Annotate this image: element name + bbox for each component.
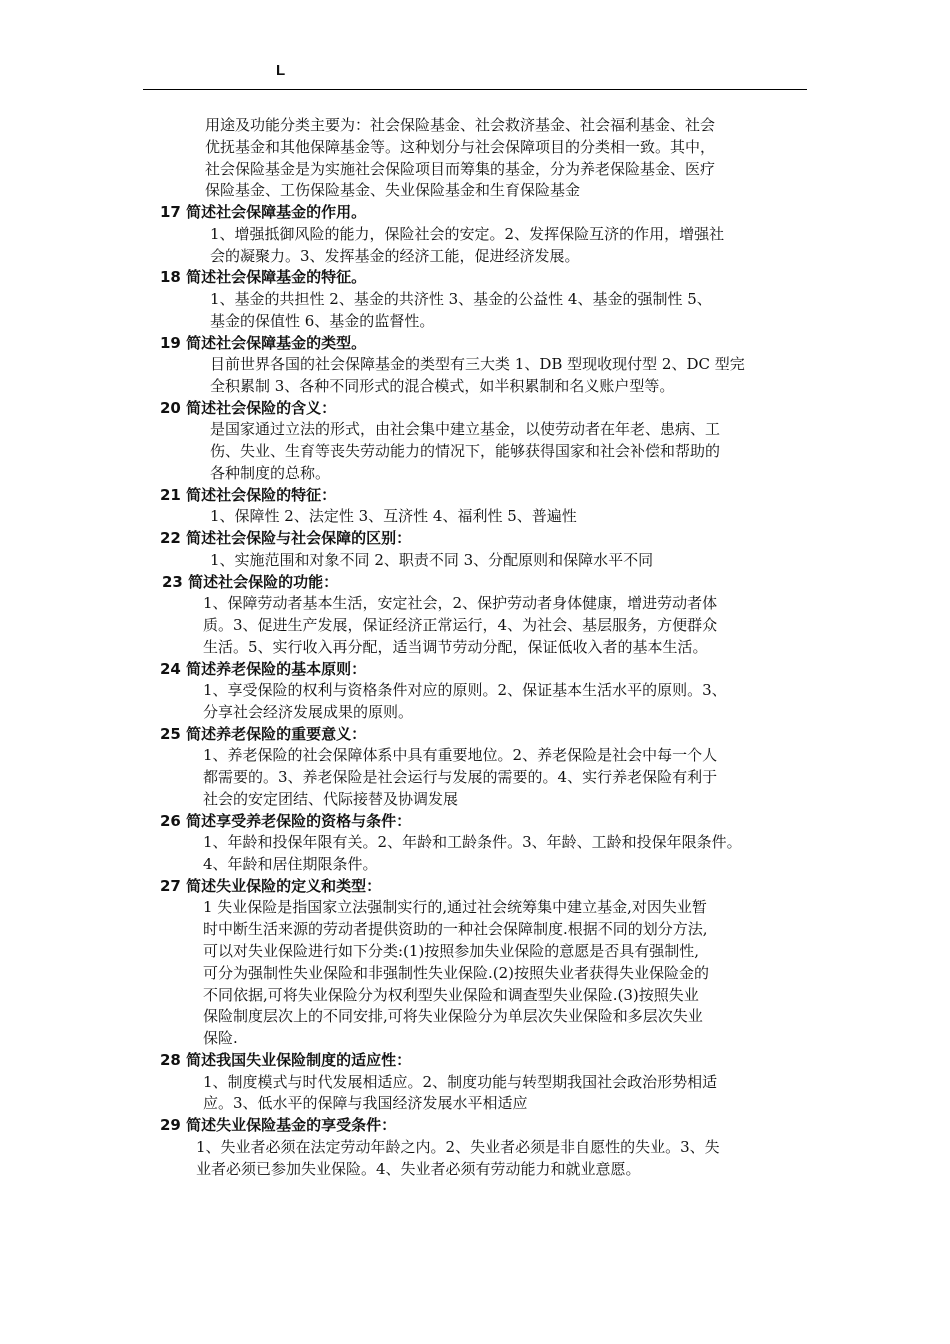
- answer-paragraph: [0, 289, 950, 333]
- answer-line: 伤、失业、生育等丧失劳动能力的情况下，能够获得国家和社会补偿和帮助的: [210, 442, 721, 461]
- document-body: [0, 115, 950, 1180]
- answer-line: 分享社会经济发展成果的原则。: [203, 702, 414, 721]
- question-heading: 19 简述社会保障基金的类型。: [160, 333, 367, 352]
- answer-paragraph: [0, 1137, 950, 1181]
- answer-line: 1、失业者必须在法定劳动年龄之内。2、失业者必须是非自愿性的失业。3、失: [196, 1137, 720, 1156]
- question-heading: 26 简述享受养老保险的资格与条件：: [160, 811, 412, 830]
- answer-line: 1、实施范围和对象不同 2、职责不同 3、分配原则和保障水平不同: [210, 550, 654, 569]
- answer-line: 可分为强制性失业保险和非强制性失业保险.(2)按照失业者获得失业保险金的: [203, 963, 710, 982]
- answer-line: 4、年龄和居住期限条件。: [203, 855, 378, 874]
- answer-paragraph: [0, 593, 950, 658]
- intro-paragraph: [0, 115, 950, 202]
- answer-paragraph: [0, 832, 950, 876]
- answer-paragraph: [0, 224, 950, 268]
- answer-line: 1、保障性 2、法定性 3、互济性 4、福利性 5、普遍性: [210, 507, 577, 526]
- answer-line: 是国家通过立法的形式，由社会集中建立基金，以使劳动者在年老、患病、工: [210, 420, 721, 439]
- answer-line: 1、享受保险的权利与资格条件对应的原则。2、保证基本生活水平的原则。3、: [203, 681, 727, 700]
- answer-line: 保险.: [203, 1029, 238, 1048]
- answer-paragraph: [0, 1072, 950, 1116]
- question-heading: 27 简述失业保险的定义和类型：: [160, 876, 382, 895]
- intro-line: 用途及功能分类主要为：社会保险基金、社会救济基金、社会福利基金、社会: [205, 116, 716, 134]
- answer-line: 1、制度模式与时代发展相适应。2、制度功能与转型期我国社会政治形势相适: [203, 1072, 718, 1091]
- answer-paragraph: [0, 680, 950, 724]
- question-heading: 20 简述社会保险的含义：: [160, 398, 337, 417]
- question-heading: 23 简述社会保险的功能：: [162, 572, 339, 591]
- answer-line: 生活。5、实行收入再分配，适当调节劳动分配，保证低收入者的基本生活。: [203, 637, 708, 656]
- answer-line: 会的凝聚力。3、发挥基金的经济工能，促进经济发展。: [210, 246, 580, 265]
- answer-line: 1、保障劳动者基本生活，安定社会，2、保护劳动者身体健康，增进劳动者体: [203, 594, 718, 613]
- answer-line: 业者必须已参加失业保险。4、失业者必须有劳动能力和就业意愿。: [196, 1159, 641, 1178]
- answer-line: 1、年龄和投保年限有关。2、年龄和工龄条件。3、年龄、工龄和投保年限条件。: [203, 833, 742, 852]
- answer-line: 不同依据,可将失业保险分为权利型失业保险和调查型失业保险.(3)按照失业: [203, 985, 699, 1004]
- question-heading: 18 简述社会保障基金的特征。: [160, 268, 367, 287]
- answer-line: 基金的保值性 6、基金的监督性。: [210, 311, 435, 330]
- question-heading: 17 简述社会保障基金的作用。: [160, 203, 367, 222]
- answer-line: 社会的安定团结、代际接替及协调发展: [203, 789, 459, 808]
- answer-paragraph: [0, 354, 950, 398]
- question-heading: 22 简述社会保险与社会保障的区别：: [160, 529, 412, 548]
- answer-line: 保险制度层次上的不同安排,可将失业保险分为单层次失业保险和多层次失业: [203, 1007, 703, 1026]
- answer-line: 质。3、促进生产发展，保证经济正常运行，4、为社会、基层服务，方便群众: [203, 615, 718, 634]
- answer-paragraph: [0, 506, 950, 528]
- intro-line: 保险基金、工伤保险基金、失业保险基金和生育保险基金: [205, 181, 581, 200]
- header-mark: L: [276, 62, 286, 79]
- answer-line: 各种制度的总称。: [210, 463, 331, 482]
- answer-line: 全积累制 3、各种不同形式的混合模式，如半积累制和名义账户型等。: [210, 376, 675, 395]
- intro-line: 优抚基金和其他保障基金等。这种划分与社会保障项目的分类相一致。其中，: [205, 137, 716, 156]
- answer-line: 1 失业保险是指国家立法强制实行的,通过社会统筹集中建立基金,对因失业暂: [203, 898, 707, 917]
- answer-paragraph: [0, 419, 950, 484]
- answer-paragraph: [0, 745, 950, 810]
- answer-paragraph: [0, 897, 950, 1050]
- answer-line: 都需要的。3、养老保险是社会运行与发展的需要的。4、实行养老保险有利于: [203, 768, 718, 787]
- intro-line: 社会保险基金是为实施社会保险项目而筹集的基金，分为养老保险基金、医疗: [205, 159, 716, 178]
- answer-paragraph: [0, 550, 950, 572]
- question-heading: 28 简述我国失业保险制度的适应性：: [160, 1051, 412, 1070]
- answer-line: 1、增强抵御风险的能力，保险社会的安定。2、发挥保险互济的作用，增强社: [210, 224, 725, 243]
- answer-line: 应。3、低水平的保障与我国经济发展水平相适应: [203, 1094, 528, 1113]
- question-heading: 25 简述养老保险的重要意义：: [160, 724, 367, 743]
- question-heading: 21 简述社会保险的特征：: [160, 485, 337, 504]
- answer-line: 可以对失业保险进行如下分类:(1)按照参加失业保险的意愿是否具有强制性,: [203, 942, 700, 961]
- question-heading: 29 简述失业保险基金的享受条件：: [160, 1116, 397, 1135]
- answer-line: 时中断生活来源的劳动者提供资助的一种社会保障制度.根据不同的划分方法,: [203, 920, 708, 939]
- answer-line: 目前世界各国的社会保障基金的类型有三大类 1、DB 型现收现付型 2、DC 型完: [210, 355, 745, 374]
- question-heading: 24 简述养老保险的基本原则：: [160, 659, 367, 678]
- answer-line: 1、养老保险的社会保障体系中具有重要地位。2、养老保险是社会中每一个人: [203, 746, 718, 765]
- header-rule: [143, 89, 807, 90]
- answer-line: 1、基金的共担性 2、基金的共济性 3、基金的公益性 4、基金的强制性 5、: [210, 289, 712, 308]
